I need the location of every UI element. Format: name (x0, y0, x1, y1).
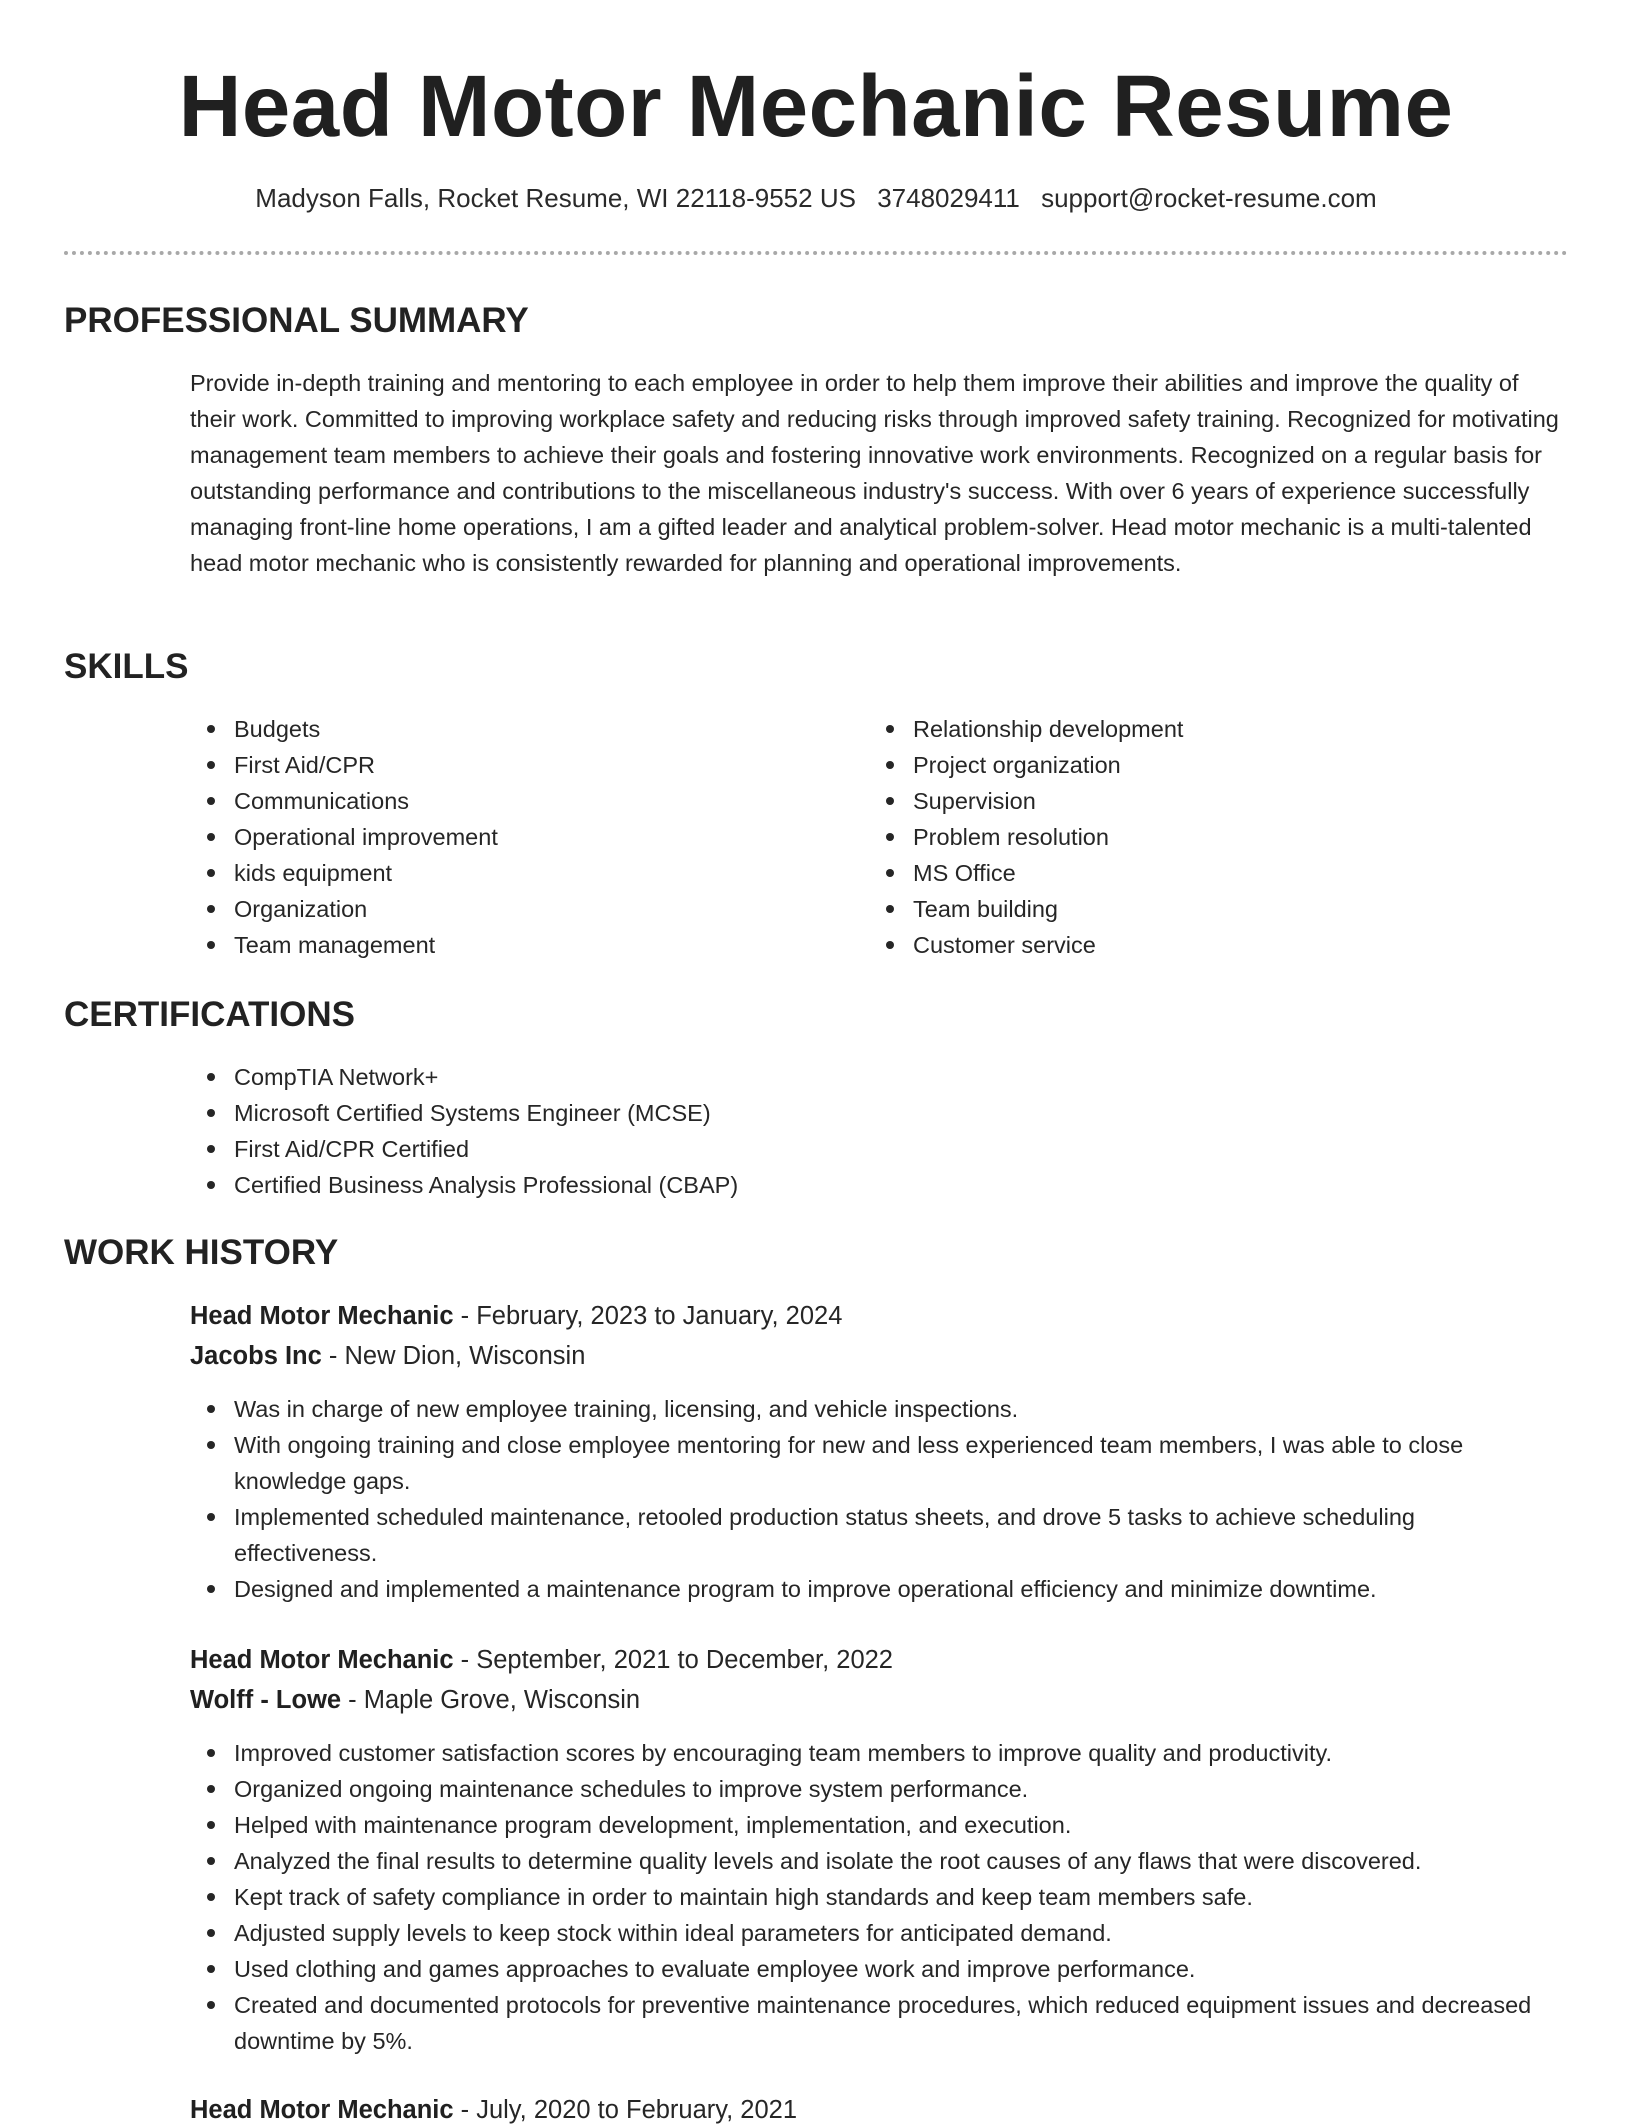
list-item: MS Office (869, 855, 1509, 891)
list-item: Microsoft Certified Systems Engineer (MCSE) (190, 1095, 1560, 1131)
list-item: Analyzed the final results to determine quality levels and isolate the root causes of any flaws that were discovered. (190, 1843, 1560, 1879)
job-dates: - July, 2020 to February, 2021 (453, 2096, 798, 2124)
job-location: - New Dion, Wisconsin (321, 1342, 586, 1370)
job-dates: - February, 2023 to January, 2024 (453, 1302, 843, 1330)
job-company: Jacobs Inc (190, 1342, 322, 1370)
list-item: Customer service (869, 927, 1509, 963)
contact-email: support@rocket-resume.com (1041, 183, 1377, 213)
list-item: Improved customer satisfaction scores by encouraging team members to improve quality and productivity. (190, 1735, 1560, 1771)
list-item: Relationship development (869, 711, 1509, 747)
list-item: Operational improvement (190, 819, 830, 855)
list-item: Budgets (190, 711, 830, 747)
contact-phone: 3748029411 (877, 183, 1020, 213)
contact-line (0, 180, 1632, 216)
resume-title: Head Motor Mechanic Resume (178, 58, 1454, 155)
summary-text: Provide in-depth training and mentoring to each employee in order to help them improve their abilities and improve the quality of their work. Committed to improving workplace safety and reducing risks through improved safety training. Recognized for motivating management team members to achieve their goals and fostering innovative work environments. Recognized on a regular basis for outstanding performance and contributions to the miscellaneous industry's success. With over 6 years of experience successfully managing front-line home operations, I am a gifted leader and analytical problem-solver. Head motor mechanic is a multi-talented head motor mechanic who is consistently rewarded for planning and operational improvements. (190, 370, 1559, 576)
list-item: Supervision (869, 783, 1509, 819)
job-company-line (190, 1338, 585, 1374)
list-item: Was in charge of new employee training, licensing, and vehicle inspections. (190, 1391, 1560, 1427)
list-item: Designed and implemented a maintenance program to improve operational efficiency and minimize downtime. (190, 1571, 1560, 1607)
list-item: First Aid/CPR Certified (190, 1131, 1560, 1167)
job-title: Head Motor Mechanic (190, 1302, 454, 1330)
skills-heading: SKILLS (64, 647, 189, 686)
summary-heading: PROFESSIONAL SUMMARY (64, 301, 529, 340)
header-divider (64, 251, 1568, 255)
job-duties-list (190, 1391, 1560, 1607)
job-company: Wolff - Lowe (190, 1686, 342, 1714)
list-item: With ongoing training and close employee mentoring for new and less experienced team members, I was able to close knowledge gaps. (190, 1427, 1560, 1499)
skills-list-left (190, 711, 830, 963)
list-item: Team management (190, 927, 830, 963)
list-item: Project organization (869, 747, 1509, 783)
job-title: Head Motor Mechanic (190, 2096, 454, 2124)
job-dates: - September, 2021 to December, 2022 (453, 1646, 893, 1674)
list-item: Kept track of safety compliance in order to maintain high standards and keep team members safe. (190, 1879, 1560, 1915)
list-item: CompTIA Network+ (190, 1059, 1560, 1095)
certifications-heading: CERTIFICATIONS (64, 995, 356, 1034)
job-company-line (190, 1682, 640, 1718)
list-item: Created and documented protocols for preventive maintenance procedures, which reduced equipment issues and decreased downtime by 5%. (190, 1987, 1560, 2059)
work-history-heading: WORK HISTORY (64, 1233, 339, 1272)
list-item: Communications (190, 783, 830, 819)
list-item: Organization (190, 891, 830, 927)
job-duties-list (190, 1735, 1560, 2059)
list-item: kids equipment (190, 855, 830, 891)
list-item: Helped with maintenance program development, implementation, and execution. (190, 1807, 1560, 1843)
job-title-line (190, 2092, 797, 2128)
list-item: Problem resolution (869, 819, 1509, 855)
list-item: Adjusted supply levels to keep stock within ideal parameters for anticipated demand. (190, 1915, 1560, 1951)
job-title: Head Motor Mechanic (190, 1646, 454, 1674)
job-location: - Maple Grove, Wisconsin (341, 1686, 641, 1714)
list-item: Organized ongoing maintenance schedules to improve system performance. (190, 1771, 1560, 1807)
job-title-line (190, 1298, 842, 1334)
list-item: First Aid/CPR (190, 747, 830, 783)
contact-address: Madyson Falls, Rocket Resume, WI 22118-9552 US (255, 183, 856, 213)
certifications-list (190, 1059, 1560, 1203)
skills-list-right (869, 711, 1509, 963)
job-title-line (190, 1642, 893, 1678)
list-item: Team building (869, 891, 1509, 927)
list-item: Certified Business Analysis Professional (CBAP) (190, 1167, 1560, 1203)
list-item: Used clothing and games approaches to evaluate employee work and improve performance. (190, 1951, 1560, 1987)
list-item: Implemented scheduled maintenance, retooled production status sheets, and drove 5 tasks to achieve scheduling effectiveness. (190, 1499, 1560, 1571)
